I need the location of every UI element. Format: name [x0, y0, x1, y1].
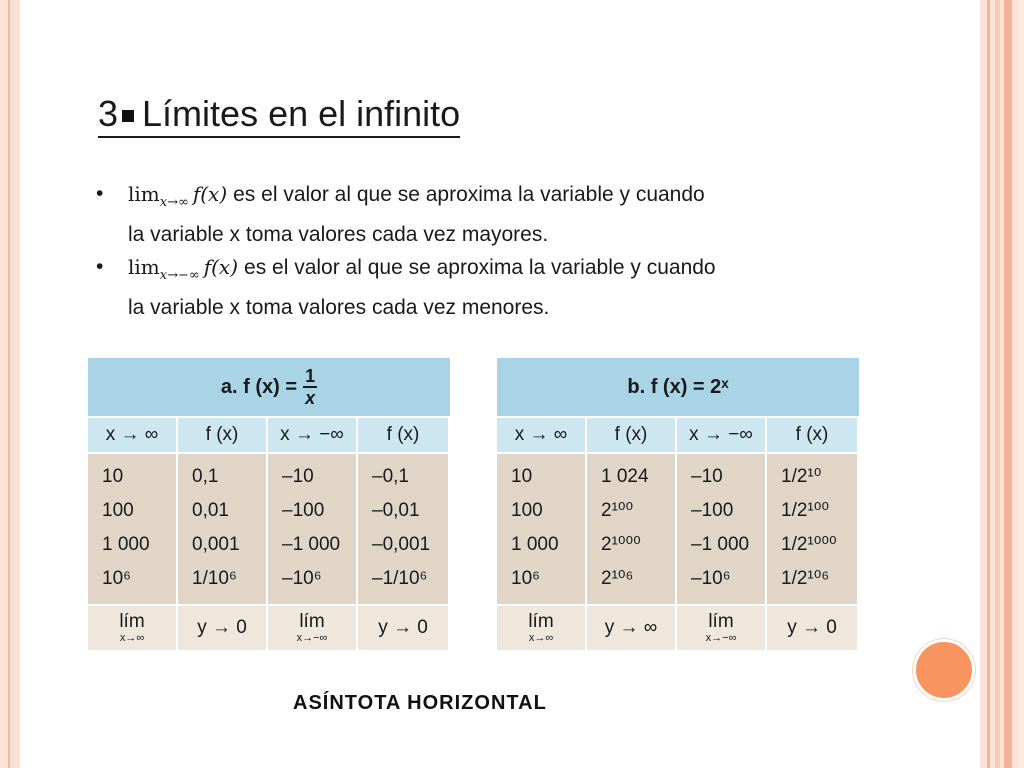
column-header: f (x)	[587, 418, 675, 452]
table-column	[677, 454, 765, 604]
table-cell: 1 024	[601, 466, 649, 487]
lim-subscript: x→−∞	[296, 632, 328, 644]
bullet-list	[96, 178, 896, 324]
table-cell: 1 000	[102, 534, 150, 555]
table-cell: 1/2¹⁰⁶	[781, 568, 830, 589]
right-stripe-3	[1004, 0, 1012, 768]
lim-text: lím	[708, 611, 734, 632]
table-b-footer	[497, 606, 859, 650]
caption-horizontal-asymptote: ASÍNTOTA HORIZONTAL	[293, 692, 547, 714]
bullet-mark: •	[96, 182, 104, 205]
column-header: x → ∞	[88, 418, 176, 452]
table-cell: –10⁶	[691, 568, 731, 589]
lim-text: lim	[128, 182, 160, 206]
table-column	[88, 454, 176, 604]
table-cell: 100	[511, 500, 543, 521]
function-text: f(x)	[203, 255, 239, 279]
table-cell: –0,01	[372, 500, 420, 521]
table-cell: –100	[691, 500, 734, 521]
table-b-title: b. f (x) = 2ˣ	[627, 375, 729, 398]
limit-notation	[119, 612, 144, 644]
right-stripe-4	[1018, 0, 1024, 768]
function-text: f(x)	[192, 182, 228, 206]
bullet-text-line2: la variable x toma valores cada vez mayores.	[128, 223, 549, 246]
bullet-item-neg-infinity	[96, 251, 896, 324]
bullet-text-line1: es el valor al que se aproxima la variable y cuando	[233, 183, 705, 206]
limit-notation	[528, 612, 553, 644]
table-cell: –1/10⁶	[372, 568, 428, 589]
table-column	[358, 454, 448, 604]
footer-cell: y → 0	[358, 606, 448, 650]
table-b-body	[497, 454, 859, 604]
table-cell: 10	[102, 466, 124, 487]
footer-cell: y → ∞	[587, 606, 675, 650]
column-header: f (x)	[178, 418, 266, 452]
lim-text: lím	[299, 611, 325, 632]
table-cell: –10	[282, 466, 314, 487]
limit-expression	[128, 255, 244, 283]
table-cell: 2¹⁰⁰	[601, 500, 634, 521]
left-decorative-line	[8, 0, 10, 768]
table-cell: –1 000	[282, 534, 341, 555]
footer-cell	[88, 606, 176, 650]
column-header: x → ∞	[497, 418, 585, 452]
table-b-column-headers	[497, 418, 859, 452]
table-cell: 0,01	[192, 500, 229, 521]
table-cell: 2¹⁰⁰⁰	[601, 534, 641, 555]
right-decorative-bars	[980, 0, 1024, 768]
footer-cell: y → 0	[767, 606, 857, 650]
fraction	[303, 366, 317, 408]
right-stripe-2	[995, 0, 1000, 768]
footer-cell	[497, 606, 585, 650]
column-header: f (x)	[767, 418, 857, 452]
lim-subscript: x→∞	[159, 195, 189, 210]
limit-expression	[128, 182, 233, 210]
footer-cell	[677, 606, 765, 650]
table-column	[587, 454, 675, 604]
table-a-body	[88, 454, 450, 604]
fraction-numerator: 1	[305, 366, 316, 386]
table-cell: 1/2¹⁰⁰⁰	[781, 534, 837, 555]
table-cell: 1/10⁶	[192, 568, 237, 589]
lim-subscript: x→∞	[119, 632, 145, 644]
slide-title	[98, 92, 460, 138]
left-decorative-bar	[0, 0, 20, 768]
orange-circle-decoration	[913, 639, 975, 701]
table-b	[497, 358, 859, 652]
table-a	[88, 358, 450, 652]
limit-notation	[706, 612, 737, 644]
table-cell: –10	[691, 466, 723, 487]
limit-notation	[297, 612, 328, 644]
table-column	[178, 454, 266, 604]
bullet-mark: •	[96, 255, 104, 278]
table-cell: 100	[102, 500, 134, 521]
table-a-title: a. f (x) =	[220, 375, 298, 398]
table-a-header	[88, 358, 450, 416]
column-header: x → −∞	[677, 418, 765, 452]
footer-cell: y → 0	[178, 606, 266, 650]
table-a-footer	[88, 606, 450, 650]
lim-subscript: x→−∞	[705, 632, 737, 644]
table-column	[767, 454, 857, 604]
table-cell: –10⁶	[282, 568, 322, 589]
bullet-item-infinity	[96, 178, 896, 251]
table-cell: –0,1	[372, 466, 409, 487]
table-cell: 10⁶	[511, 568, 540, 589]
lim-subscript: x→−∞	[159, 268, 200, 283]
title-separator	[122, 110, 134, 122]
lim-text: lím	[119, 611, 145, 632]
table-cell: 0,1	[192, 466, 219, 487]
table-cell: –1 000	[691, 534, 750, 555]
lim-text: lim	[128, 255, 160, 279]
table-column	[268, 454, 356, 604]
table-b-header	[497, 358, 859, 416]
table-cell: 1 000	[511, 534, 559, 555]
table-cell: –100	[282, 500, 325, 521]
table-cell: 1/2¹⁰	[781, 466, 822, 487]
footer-cell	[268, 606, 356, 650]
table-cell: –0,001	[372, 534, 431, 555]
lim-subscript: x→∞	[528, 632, 554, 644]
lim-text: lím	[528, 611, 554, 632]
column-header: f (x)	[358, 418, 448, 452]
bullet-text-line1: es el valor al que se aproxima la variable y cuando	[244, 256, 716, 279]
table-cell: 1/2¹⁰⁰	[781, 500, 829, 521]
fraction-denominator: x	[305, 388, 316, 408]
column-header: x → −∞	[268, 418, 356, 452]
right-stripe-1	[987, 0, 990, 768]
table-cell: 0,001	[192, 534, 240, 555]
table-a-column-headers	[88, 418, 450, 452]
bullet-text-line2: la variable x toma valores cada vez menores.	[128, 296, 550, 319]
title-number: 3	[98, 93, 119, 134]
table-cell: 2¹⁰⁶	[601, 568, 634, 589]
table-column	[497, 454, 585, 604]
table-cell: 10⁶	[102, 568, 131, 589]
title-text: Límites en el infinito	[142, 93, 461, 134]
table-cell: 10	[511, 466, 533, 487]
